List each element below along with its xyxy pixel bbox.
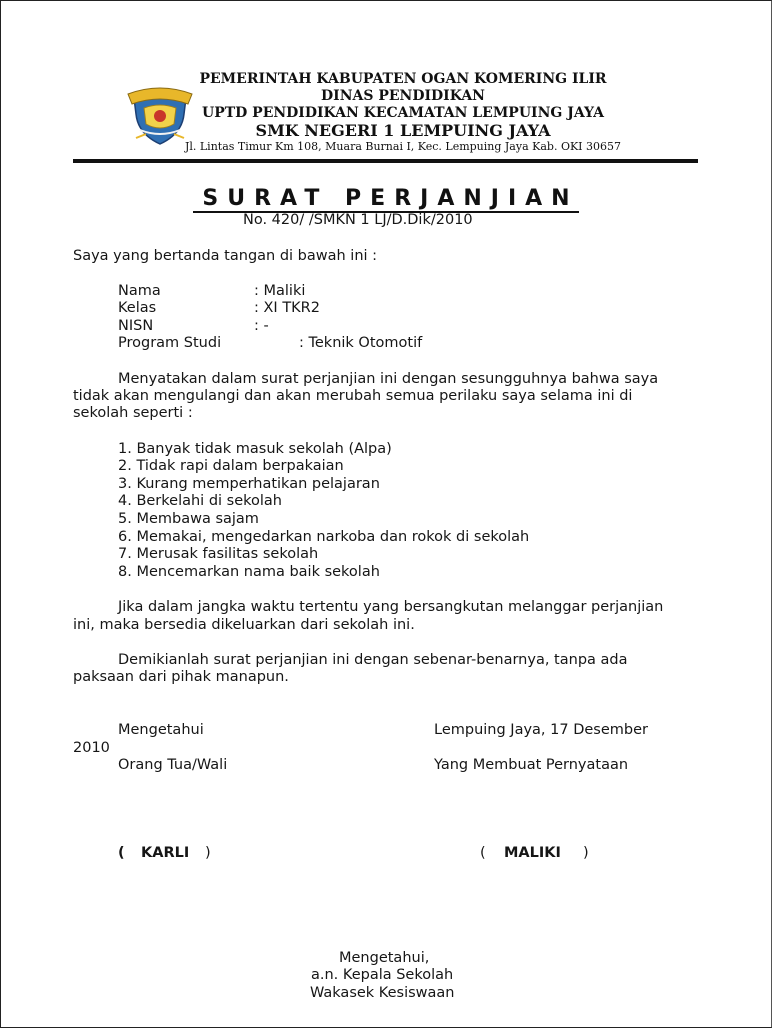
date-year: 2010: [73, 740, 110, 756]
name-value: : Maliki: [254, 283, 306, 299]
place-date: Lempuing Jaya, 17 Desember: [434, 722, 648, 738]
statement-line-2: tidak akan mengulangi dan akan merubah semua perilaku saya selama ini di: [73, 388, 633, 404]
class-label: Kelas: [118, 300, 157, 316]
acknowledged-label: Mengetahui: [118, 722, 204, 738]
document-title-wrap: [0, 186, 772, 211]
school-address: Jl. Lintas Timur Km 108, Muara Burnai I, Kec. Lempuing Jaya Kab. OKI 30657: [184, 140, 622, 153]
letterhead-line-2: DINAS PENDIDIKAN: [321, 88, 485, 104]
student-name-close: ): [583, 845, 589, 861]
list-item: 5. Membawa sajam: [118, 511, 259, 527]
header-divider: [73, 159, 698, 163]
list-item: 1. Banyak tidak masuk sekolah (Alpa): [118, 441, 392, 457]
name-label: Nama: [118, 283, 161, 299]
student-name-open: (: [480, 845, 486, 861]
letter-number: No. 420/ /SMKN 1 LJ/D.Dik/2010: [243, 212, 473, 228]
list-item: 7. Merusak fasilitas sekolah: [118, 546, 319, 562]
list-item: 2. Tidak rapi dalam berpakaian: [118, 458, 344, 474]
footer-acknowledged: Mengetahui,: [339, 950, 430, 966]
program-label: Program Studi: [118, 335, 222, 351]
signer-role: Yang Membuat Pernyataan: [434, 757, 629, 773]
student-name: MALIKI: [504, 845, 561, 861]
list-item: 4. Berkelahi di sekolah: [118, 493, 282, 509]
nisn-value: : -: [254, 318, 269, 334]
parent-role: Orang Tua/Wali: [118, 757, 228, 773]
document-title: SURAT PERJANJIAN: [193, 186, 578, 213]
closing-line-2: paksaan dari pihak manapun.: [73, 669, 289, 685]
footer-position: Wakasek Kesiswaan: [310, 985, 455, 1001]
letterhead-line-3: UPTD PENDIDIKAN KECAMATAN LEMPUING JAYA: [202, 105, 604, 121]
intro-text: Saya yang bertanda tangan di bawah ini :: [73, 248, 378, 264]
consequence-line-1: Jika dalam jangka waktu tertentu yang bersangkutan melanggar perjanjian: [118, 599, 664, 615]
letterhead-line-1: PEMERINTAH KABUPATEN OGAN KOMERING ILIR: [199, 71, 607, 87]
nisn-label: NISN: [118, 318, 154, 334]
statement-line-1: Menyatakan dalam surat perjanjian ini dengan sesungguhnya bahwa saya: [118, 371, 659, 387]
parent-name-close: ): [205, 845, 211, 861]
list-item: 8. Mencemarkan nama baik sekolah: [118, 564, 380, 580]
list-item: 6. Memakai, mengedarkan narkoba dan rokok di sekolah: [118, 529, 530, 545]
school-name: SMK NEGERI 1 LEMPUING JAYA: [255, 121, 551, 140]
program-value: : Teknik Otomotif: [299, 335, 423, 351]
consequence-line-2: ini, maka bersedia dikeluarkan dari sekolah ini.: [73, 617, 415, 633]
footer-on-behalf: a.n. Kepala Sekolah: [311, 967, 454, 983]
closing-line-1: Demikianlah surat perjanjian ini dengan sebenar-benarnya, tanpa ada: [118, 652, 628, 668]
class-value: : XI TKR2: [254, 300, 320, 316]
list-item: 3. Kurang memperhatikan pelajaran: [118, 476, 380, 492]
parent-name-open: (: [118, 845, 125, 861]
letterhead: [0, 70, 772, 170]
parent-name: KARLI: [141, 845, 190, 861]
statement-line-3: sekolah seperti :: [73, 405, 193, 421]
